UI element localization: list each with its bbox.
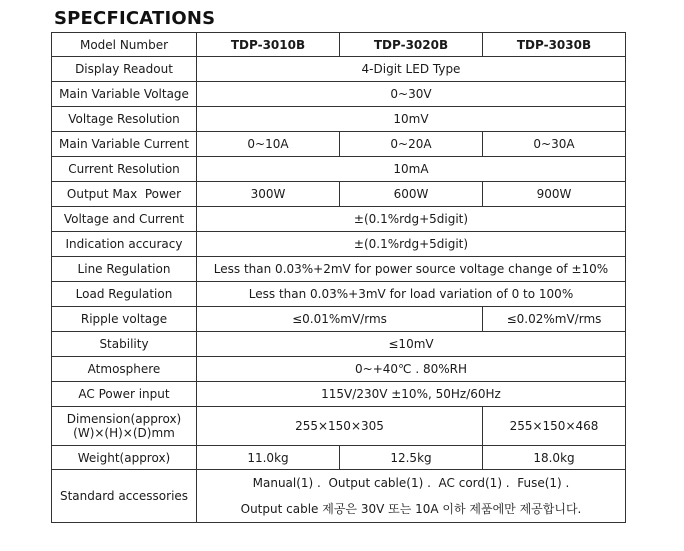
row-value: Less than 0.03%+2mV for power source voltage change of ±10% — [197, 257, 626, 282]
row-label: Atmosphere — [52, 357, 197, 382]
table-row-load-regulation — [52, 282, 626, 307]
accessories-note: Output cable 제공은 30V 또는 10A 이하 제품에만 제공합니다. — [240, 502, 582, 516]
table-row-dimension — [52, 407, 626, 446]
table-row-voltage — [52, 82, 626, 107]
row-label: Standard accessories — [52, 470, 197, 523]
table-row-power — [52, 182, 626, 207]
table-row-indication — [52, 232, 626, 257]
accessories-list: Manual(1) . Output cable(1) . AC cord(1) . Fuse(1) . — [252, 476, 570, 490]
row-value: 255×150×468 — [483, 407, 626, 446]
row-value: 900W — [483, 182, 626, 207]
row-label: Stability — [52, 332, 197, 357]
row-value: 10mA — [197, 157, 626, 182]
table-row-display — [52, 57, 626, 82]
row-value: ±(0.1%rdg+5digit) — [197, 232, 626, 257]
row-value: 11.0kg — [197, 446, 340, 470]
row-value: 0~20A — [340, 132, 483, 157]
row-value: 12.5kg — [340, 446, 483, 470]
row-value: ≤0.02%mV/rms — [483, 307, 626, 332]
row-label: Voltage Resolution — [52, 107, 197, 132]
row-value: ≤10mV — [197, 332, 626, 357]
dimension-label-line1: Dimension(approx) — [66, 412, 182, 426]
row-value: ≤0.01%mV/rms — [197, 307, 483, 332]
row-value: 4-Digit LED Type — [197, 57, 626, 82]
row-label: AC Power input — [52, 382, 197, 407]
row-value: 0~30A — [483, 132, 626, 157]
row-value: 300W — [197, 182, 340, 207]
row-label: Ripple voltage — [52, 307, 197, 332]
row-value: 0~+40℃ . 80%RH — [197, 357, 626, 382]
row-label — [52, 407, 197, 446]
header-model-2: TDP-3020B — [340, 33, 483, 57]
table-row-weight — [52, 446, 626, 470]
page-title: SPECFICATIONS — [54, 8, 216, 29]
row-label: Line Regulation — [52, 257, 197, 282]
table-row-line-regulation — [52, 257, 626, 282]
row-value: Less than 0.03%+3mV for load variation of 0 to 100% — [197, 282, 626, 307]
row-value: 600W — [340, 182, 483, 207]
table-row-current — [52, 132, 626, 157]
row-label: Load Regulation — [52, 282, 197, 307]
row-label: Voltage and Current — [52, 207, 197, 232]
table-row-voltage-current — [52, 207, 626, 232]
row-label: Indication accuracy — [52, 232, 197, 257]
table-row-ripple — [52, 307, 626, 332]
row-value: 0~10A — [197, 132, 340, 157]
row-label: Display Readout — [52, 57, 197, 82]
row-value: 115V/230V ±10%, 50Hz/60Hz — [197, 382, 626, 407]
dimension-label-line2: (W)×(H)×(D)mm — [73, 426, 175, 440]
table-row-stability — [52, 332, 626, 357]
row-value — [197, 470, 626, 523]
row-value: 255×150×305 — [197, 407, 483, 446]
header-model-3: TDP-3030B — [483, 33, 626, 57]
header-label: Model Number — [52, 33, 197, 57]
table-row-voltage-resolution — [52, 107, 626, 132]
row-value: ±(0.1%rdg+5digit) — [197, 207, 626, 232]
spec-table — [51, 32, 626, 523]
table-row-current-resolution — [52, 157, 626, 182]
row-value: 18.0kg — [483, 446, 626, 470]
row-value: 0~30V — [197, 82, 626, 107]
row-value: 10mV — [197, 107, 626, 132]
row-label: Weight(approx) — [52, 446, 197, 470]
row-label: Current Resolution — [52, 157, 197, 182]
row-label: Main Variable Current — [52, 132, 197, 157]
table-row-accessories — [52, 470, 626, 523]
header-model-1: TDP-3010B — [197, 33, 340, 57]
table-row-header — [52, 33, 626, 57]
row-label: Main Variable Voltage — [52, 82, 197, 107]
row-label: Output Max Power — [52, 182, 197, 207]
table-row-ac-power — [52, 382, 626, 407]
table-row-atmosphere — [52, 357, 626, 382]
